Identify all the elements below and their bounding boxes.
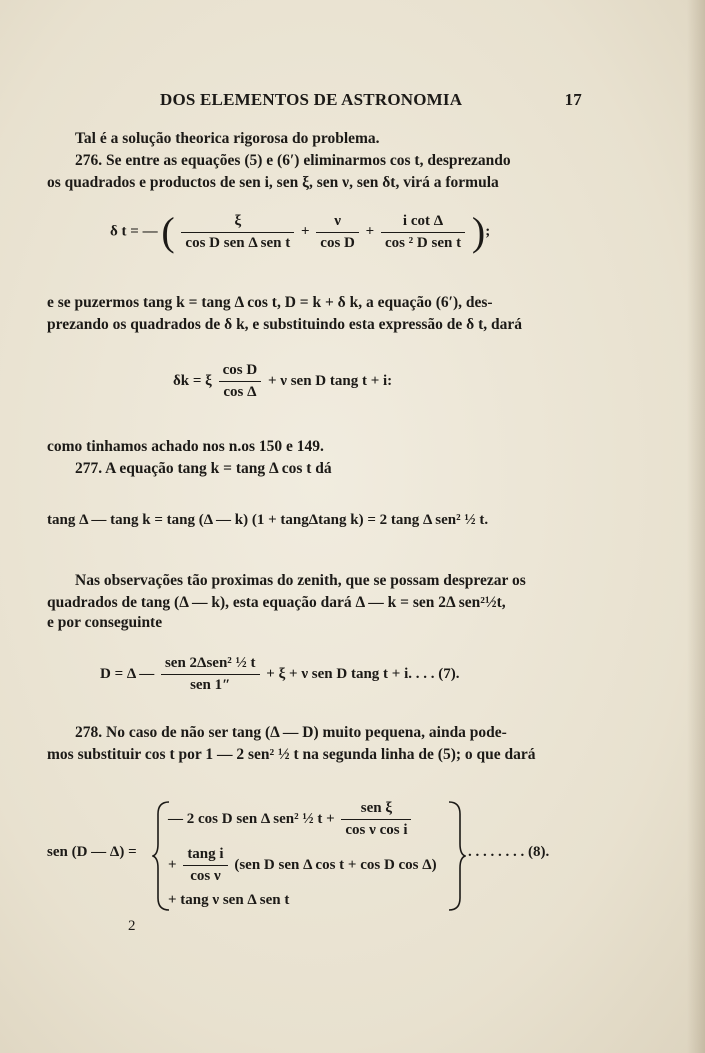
text-line: e por conseguinte <box>47 614 163 631</box>
eq1-lhs: δ t = — <box>110 223 158 240</box>
plus-sign: + <box>300 223 310 240</box>
eq1-fraction-3: $\frac{\text{i cot Δ}}{\text{cos ² D sen t}}$ <box>381 213 465 252</box>
signature-mark: 2 <box>128 918 136 934</box>
eq5-fraction-1: $\frac{\text{sen ξ}}{\text{cos ν cos i}}$ <box>341 800 411 839</box>
eq2-lhs: δk = ξ <box>173 372 212 389</box>
plus-sign: + <box>365 223 375 240</box>
paragraph-276-line: 276. Se entre as equações (5) e (6′) eliminarmos cos t, desprezando <box>75 152 511 169</box>
header-title: DOS ELEMENTOS DE ASTRONOMIA <box>160 90 463 109</box>
text-line: Tal é a solução theorica rigorosa do problema. <box>75 130 380 147</box>
equation-tag-8: . . . . . . . . (8). <box>468 844 550 860</box>
text-line: os quadrados e productos de sen i, sen ξ, sen ν, sen δt, virá a formula <box>47 174 499 191</box>
text-line: quadrados de tang (Δ — k), esta equação dará Δ — k = sen 2Δ sen²½t, <box>47 594 506 611</box>
eq4-lhs: D = Δ — <box>100 665 155 682</box>
eq2-fraction: $\frac{\text{cos D}}{\text{cos Δ}}$ <box>219 362 262 401</box>
eq4-rest: + ξ + ν sen D tang t + i. . . . (7). <box>266 665 460 682</box>
eq2-rest: + ν sen D tang t + i: <box>267 372 393 389</box>
eq5-row-1: — 2 cos D sen Δ sen² ½ t + $\frac{\text{sen ξ}}{\text{cos ν cos i}}$ <box>168 800 414 839</box>
right-paren: ) <box>471 209 486 254</box>
eq5-row-2: + $\frac{\text{tang i}}{\text{cos ν}}$ (sen D sen Δ cos t + cos D cos Δ) <box>168 846 437 884</box>
equation-delta-k <box>173 362 392 401</box>
equation-delta-t: δ t = — ( $\frac{\xi}{\text{cos D sen Δ sen t}}$ + $\frac{\nu}{\text{cos D}}$ + $\frac{\text{i cot Δ}}{\text{cos ² D sen t}}$ ); <box>110 209 491 254</box>
eq1-fraction-1: $\frac{\xi}{\text{cos D sen Δ sen t}}$ <box>181 213 294 252</box>
equation-tang: tang Δ — tang k = tang (Δ — k) (1 + tangΔtang k) = 2 tang Δ sen² ½ t. <box>47 512 489 528</box>
equation-7 <box>100 655 460 694</box>
eq5-row-3: + tang ν sen Δ sen t <box>168 892 290 908</box>
text-line: prezando os quadrados de δ k, e substituindo esta expressão de δ t, dará <box>47 316 522 333</box>
text-line: como tinhamos achado nos n.os 150 e 149. <box>47 438 324 455</box>
eq4-fraction: $\frac{\text{sen 2Δsen² ½ t}}{\text{sen 1″}}$ <box>161 655 260 694</box>
eq5-lhs: sen (D — Δ) = <box>47 844 137 860</box>
text-line: mos substituir cos t por 1 — 2 sen² ½ t na segunda linha de (5); o que dará <box>47 746 536 763</box>
right-brace <box>446 800 466 912</box>
eq5-fraction-2: $\frac{\text{tang i}}{\text{cos ν}}$ <box>183 846 227 885</box>
text-line: e se puzermos tang k = tang Δ cos t, D = k + δ k, a equação (6′), des- <box>47 294 493 311</box>
page-number: 17 <box>564 90 582 109</box>
text-line: Nas observações tão proximas do zenith, que se possam desprezar os <box>75 572 526 589</box>
left-paren: ( <box>161 209 175 254</box>
eq1-fraction-2: $\frac{\nu}{\text{cos D}}$ <box>316 213 359 252</box>
paragraph-277-line: 277. A equação tang k = tang Δ cos t dá <box>75 460 332 477</box>
page-edge-shadow <box>687 0 705 1053</box>
paragraph-278-line: 278. No caso de não ser tang (Δ — D) muito pequena, ainda pode- <box>75 724 507 741</box>
